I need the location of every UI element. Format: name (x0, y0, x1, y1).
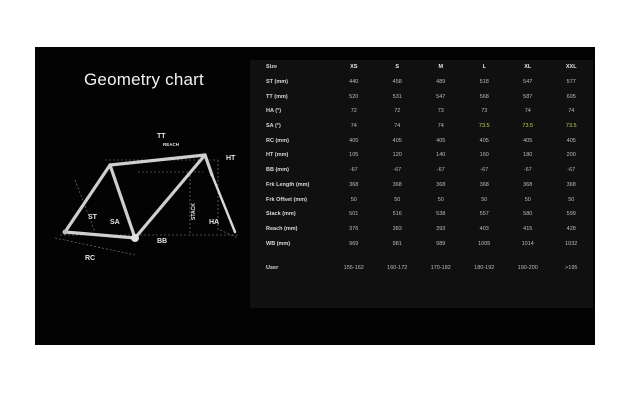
header-l: L (482, 64, 486, 71)
table-cell: 568 (479, 93, 489, 100)
table-cell: 405 (392, 137, 402, 144)
label-reach: REACH (163, 142, 180, 147)
table-cell: 587 (523, 93, 533, 100)
table-cell: 180 (523, 152, 533, 159)
table-cell: 368 (436, 181, 446, 188)
table-cell: 547 (436, 93, 446, 100)
table-cell: 368 (349, 181, 359, 188)
table-row (250, 119, 593, 134)
table-cell: 50 (524, 196, 531, 203)
table-cell: 580 (523, 211, 533, 218)
table-row (250, 236, 593, 251)
table-cell: 50 (437, 196, 444, 203)
table-row (250, 89, 593, 104)
table-cell: -67 (567, 167, 576, 174)
row-label: Frk Offset (mm) (266, 196, 307, 203)
row-label: Stack (mm) (266, 211, 296, 218)
table-cell: 383 (392, 225, 402, 232)
table-cell: 200 (566, 152, 576, 159)
table-cell: 72 (350, 108, 357, 115)
row-label: ST (mm) (266, 79, 288, 86)
row-label: HT (mm) (266, 152, 289, 159)
label-rc: RC (85, 255, 96, 262)
table-cell: 368 (479, 181, 489, 188)
table-cell: 440 (349, 79, 359, 86)
table-cell: 405 (523, 137, 533, 144)
table-cell: 458 (392, 79, 402, 86)
geometry-table-container (250, 60, 593, 308)
table-cell: 415 (523, 225, 533, 232)
header-xs: XS (350, 64, 358, 71)
table-cell: 50 (350, 196, 357, 203)
table-cell: 105 (349, 152, 359, 159)
rear-dropout (63, 230, 68, 235)
page-title: Geometry chart (84, 70, 204, 89)
table-cell: -67 (393, 167, 402, 174)
table-cell: 501 (349, 211, 359, 218)
table-cell: 74 (437, 123, 444, 130)
table-cell: 73 (437, 108, 444, 115)
bottom-bracket (131, 234, 139, 242)
table-cell: 403 (479, 225, 489, 232)
table-cell: 518 (479, 79, 489, 86)
user-height-range: 190-200 (517, 265, 538, 272)
table-cell: 557 (479, 211, 489, 218)
label-bb: BB (157, 238, 168, 245)
label-ht: HT (226, 155, 236, 162)
geometry-table (250, 60, 593, 276)
table-cell: 73.5 (478, 123, 490, 130)
label-tt: TT (157, 133, 166, 140)
table-row (250, 75, 593, 90)
table-cell: 405 (479, 137, 489, 144)
table-cell: 368 (566, 181, 576, 188)
table-cell: -67 (349, 167, 358, 174)
table-cell: 577 (566, 79, 576, 86)
table-cell: 160 (479, 152, 489, 159)
label-ha: HA (209, 219, 220, 226)
table-cell: -67 (436, 167, 445, 174)
user-label: User (266, 265, 279, 272)
table-row (250, 148, 593, 163)
table-cell: 405 (566, 137, 576, 144)
table-cell: 599 (566, 211, 576, 218)
table-cell: 368 (523, 181, 533, 188)
header-m: M (438, 64, 444, 71)
table-cell: 981 (392, 240, 402, 247)
table-cell: 72 (394, 108, 401, 115)
table-cell: 405 (349, 137, 359, 144)
table-cell: 393 (436, 225, 446, 232)
row-label: BB (mm) (266, 167, 289, 174)
user-height-range: 180-192 (474, 265, 495, 272)
table-row (250, 133, 593, 148)
table-cell: 605 (566, 93, 576, 100)
table-cell: 74 (394, 123, 401, 130)
table-cell: 1005 (478, 240, 491, 247)
table-cell: 50 (568, 196, 575, 203)
table-cell: 368 (392, 181, 402, 188)
table-cell: 74 (350, 123, 357, 130)
table-row (250, 192, 593, 207)
table-cell: 405 (436, 137, 446, 144)
table-cell: 74 (524, 108, 531, 115)
table-cell: 989 (436, 240, 446, 247)
table-cell: 547 (523, 79, 533, 86)
header-xxl: XXL (565, 64, 577, 71)
table-cell: 376 (349, 225, 359, 232)
row-label: RC (mm) (266, 137, 289, 144)
table-cell: 516 (392, 211, 402, 218)
table-cell: 538 (436, 211, 446, 218)
table-cell: 50 (394, 196, 401, 203)
table-cell: 73.5 (522, 123, 534, 130)
table-spacer (250, 251, 593, 261)
row-label: TT (mm) (266, 93, 288, 100)
table-cell: 428 (566, 225, 576, 232)
table-cell: 120 (392, 152, 402, 159)
user-height-range: 170-182 (430, 265, 451, 272)
table-cell: 74 (568, 108, 575, 115)
table-cell: 520 (349, 93, 359, 100)
table-cell: 531 (392, 93, 402, 100)
table-cell: 969 (349, 240, 359, 247)
user-row (250, 261, 593, 276)
table-row (250, 163, 593, 178)
label-sa: SA (110, 219, 120, 226)
table-cell: 140 (436, 152, 446, 159)
table-cell: 73 (481, 108, 488, 115)
row-label: Reach (mm) (266, 225, 298, 232)
table-cell: 73.5 (565, 123, 577, 130)
header-size: Size (266, 64, 278, 71)
row-label: SA (°) (266, 123, 281, 130)
table-cell: 1014 (521, 240, 534, 247)
row-label: WB (mm) (266, 240, 291, 247)
user-height-range: >195 (565, 265, 578, 272)
table-row (250, 207, 593, 222)
table-cell: 1032 (565, 240, 578, 247)
table-row (250, 222, 593, 237)
label-st: ST (88, 214, 97, 221)
spacer-cell (250, 251, 593, 261)
table-cell: -67 (480, 167, 489, 174)
table-cell: 489 (436, 79, 446, 86)
label-stack: STACK (191, 203, 197, 220)
user-height-range: 155-162 (343, 265, 364, 272)
table-header-row (250, 60, 593, 75)
bike-frame-diagram (40, 120, 250, 270)
user-height-range: 160-172 (387, 265, 408, 272)
table-cell: -67 (523, 167, 532, 174)
row-label: HA (°) (266, 108, 282, 115)
header-s: S (395, 64, 400, 71)
header-xl: XL (524, 64, 532, 71)
table-row (250, 104, 593, 119)
row-label: Frk Length (mm) (266, 181, 310, 188)
table-row (250, 178, 593, 193)
table-cell: 50 (481, 196, 488, 203)
